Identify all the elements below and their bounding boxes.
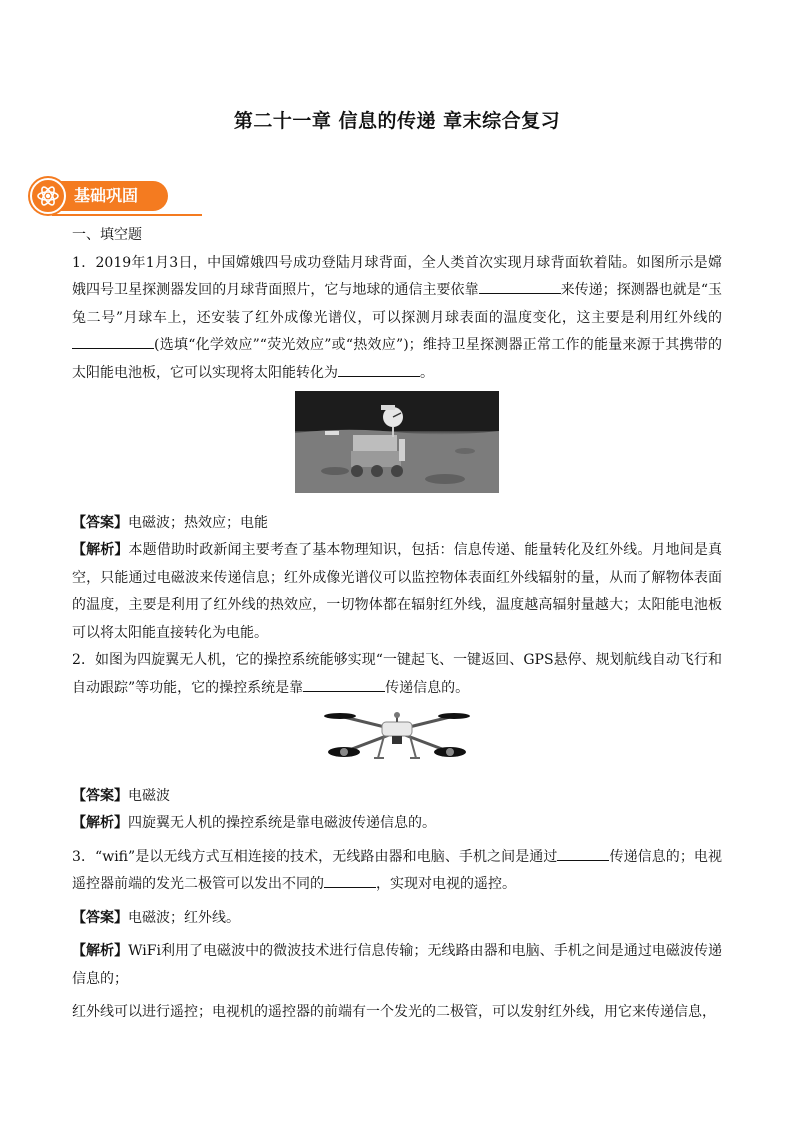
q2-answer xyxy=(72,783,722,811)
q1-answer-text: 电磁波；热效应；电能 xyxy=(128,514,268,531)
answer-blank xyxy=(324,873,376,888)
answer-blank xyxy=(557,846,609,861)
q2-analysis xyxy=(72,810,722,838)
q1-analysis-text: 本题借助时政新闻主要考查了基本物理知识，包括：信息传递、能量转化及红外线。月地间是真空，只能通过电磁波来传递信息；红外成像光谱仪可以监控物体表面红外线辐射的量，从而了解物体表面的温度，主要是利用了红外线的热效应，一切物体都在辐射红外线，温度越高辐射量越大；太阳能电池板可以将太阳能直接转化为电能。 xyxy=(72,542,723,641)
section-heading: 一、填空题 xyxy=(72,227,142,243)
answer-blank xyxy=(303,677,385,692)
q1-text-2: 来传递；探测器也就是“玉兔二号”月球车上，还安装了红外成像光谱仪，可以探测月球表面的温度变化，这主要是利用红外线的 xyxy=(72,282,722,326)
question-3 xyxy=(72,844,722,899)
q2-text-2: 传递信息的。 xyxy=(385,679,470,696)
q3-analysis-continued: 红外线可以进行遥控；电视机的遥控器的前端有一个发光的二极管，可以发射红外线，用它来传递信息， xyxy=(72,1004,716,1020)
q3-analysis xyxy=(72,938,722,993)
q3-text-2: 传递信息的；电视遥控器前端的发光二极管可以发出不同的 xyxy=(72,848,723,892)
q3-text-3: ，实现对电视的遥控。 xyxy=(376,876,516,892)
analysis-tag: 【解析】 xyxy=(72,815,128,831)
analysis-tag: 【解析】 xyxy=(72,943,129,959)
document-body xyxy=(72,222,722,1027)
answer-tag: 【答案】 xyxy=(72,514,128,531)
answer-blank xyxy=(338,362,420,377)
page-title: 第二十一章 信息的传递 章末综合复习 xyxy=(233,110,561,132)
answer-blank xyxy=(72,334,154,349)
answer-tag: 【答案】 xyxy=(72,787,128,804)
answer-blank xyxy=(479,279,561,294)
q3-analysis-text: WiFi利用了电磁波中的微波技术进行信息传输；无线路由器和电脑、手机之间是通过电磁波传递信息的； xyxy=(72,943,722,987)
question-2 xyxy=(72,647,722,702)
moon-rover-figure xyxy=(72,391,722,504)
badge-underline xyxy=(52,214,202,216)
q2-analysis-text: 四旋翼无人机的操控系统是靠电磁波传递信息的。 xyxy=(128,815,436,831)
q1-text-4: 。 xyxy=(420,364,434,381)
atom-icon xyxy=(30,178,66,214)
q1-answer xyxy=(72,510,722,538)
analysis-tag: 【解析】 xyxy=(72,542,129,558)
moon-rover-image xyxy=(295,391,499,493)
q1-text-1: 1．2019年1月3日，中国嫦娥四号成功登陆月球背面，全人类首次实现月球背面软着陆。如图所示是嫦娥四号卫星探测器发回的月球背面照片，它与地球的通信主要依靠 xyxy=(72,254,722,298)
section-badge xyxy=(30,178,170,214)
q1-analysis xyxy=(72,537,722,647)
drone-image xyxy=(322,706,472,766)
q2-answer-text: 电磁波 xyxy=(128,787,170,804)
q1-text-3: (选填“化学效应”“荧光效应”或“热效应”)；维持卫星探测器正常工作的能量来源于其携带的太阳能电池板，它可以实现将太阳能转化为 xyxy=(72,337,722,381)
q2-text-1: 2．如图为四旋翼无人机，它的操控系统能够实现“一键起飞、一键返回、GPS悬停、规划航线自动飞行和自动跟踪”等功能，它的操控系统是靠 xyxy=(72,652,722,696)
q3-answer xyxy=(72,905,722,933)
q3-answer-text: 电磁波；红外线。 xyxy=(128,909,240,926)
q3-text-1: 3．“wifi”是以无线方式互相连接的技术，无线路由器和电脑、手机之间是通过 xyxy=(72,848,558,865)
question-1 xyxy=(72,250,722,388)
drone-figure xyxy=(72,706,722,777)
section-badge-label: 基础巩固 xyxy=(52,181,168,211)
answer-tag: 【答案】 xyxy=(72,909,128,926)
